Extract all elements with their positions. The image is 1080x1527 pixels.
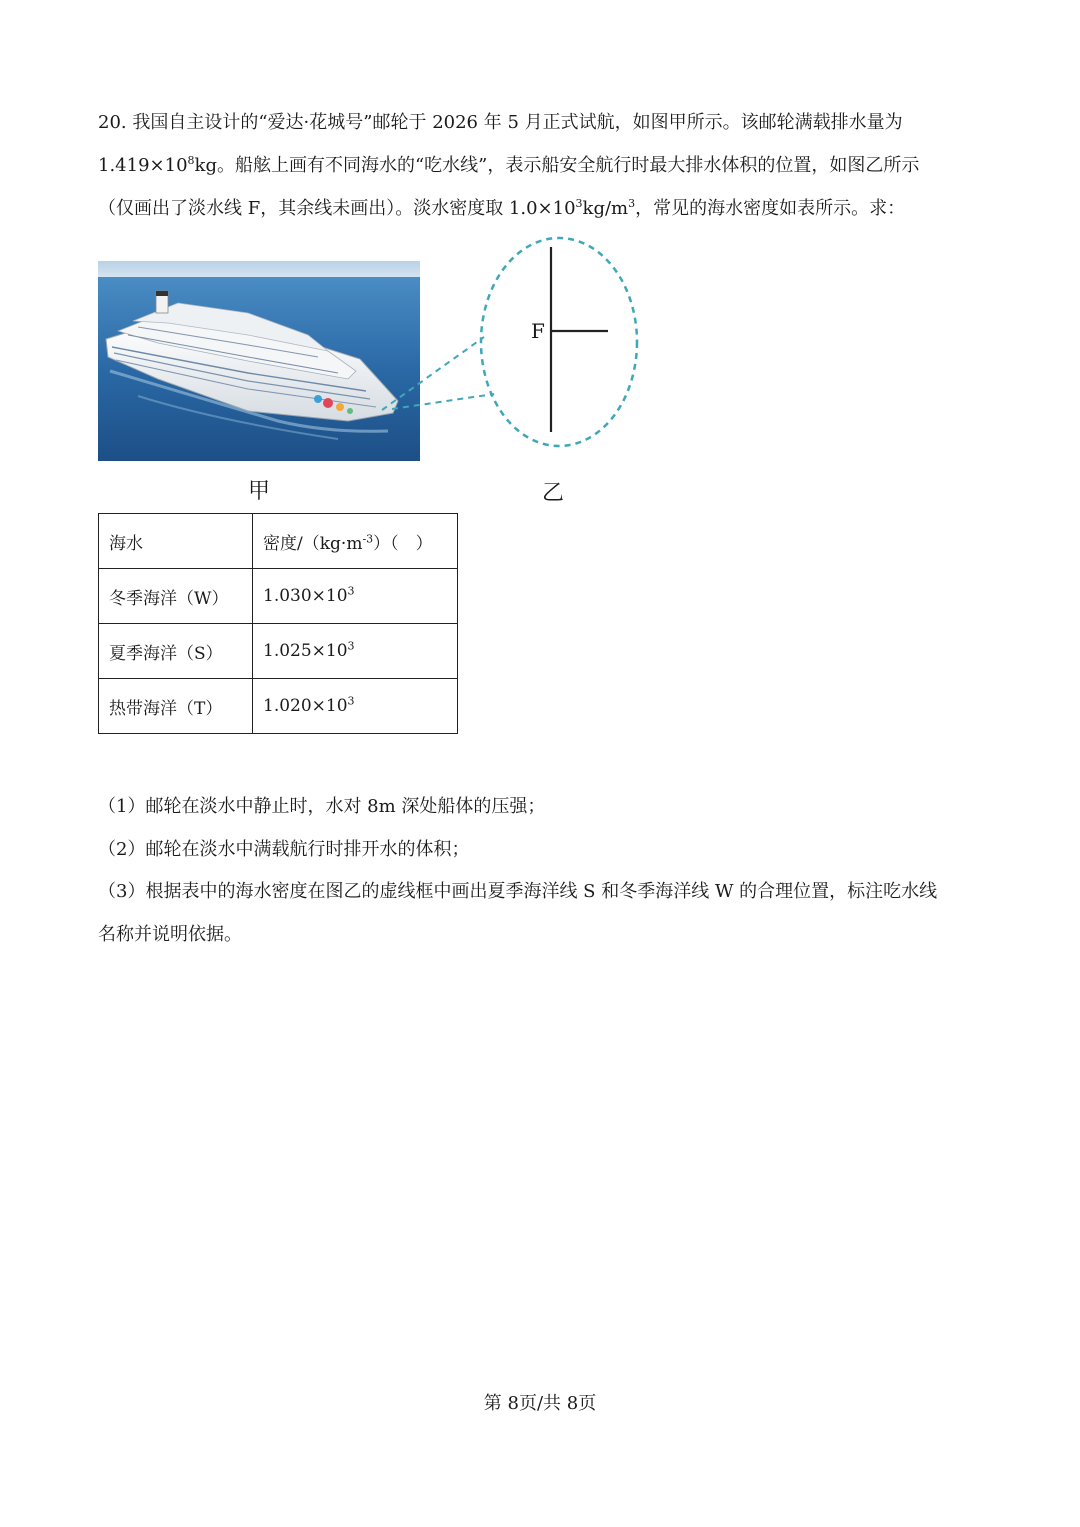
row-name: 夏季海洋（S） [99, 624, 253, 679]
subquestion-2: （2）邮轮在淡水中满载航行时排开水的体积； [98, 839, 470, 860]
header-density-label: 密度/（kg·m [263, 533, 363, 554]
question-line-3-text: （仅画出了淡水线 F，其余线未画出）。淡水密度取 1.0×10 [98, 198, 576, 219]
cruise-ship-photo [98, 261, 420, 461]
table-row [99, 679, 458, 734]
unit-exponent: 3 [628, 197, 636, 210]
density-value: 1.030×10 [263, 586, 348, 606]
subquestion-3-line-2: 名称并说明依据。 [98, 924, 242, 945]
caption-figure-b: 乙 [542, 481, 565, 506]
row-name: 冬季海洋（W） [99, 569, 253, 624]
row-density [253, 624, 458, 679]
density-value-exponent: 3 [347, 639, 355, 653]
cruise-ship-image [98, 261, 420, 461]
question-line-3 [98, 197, 905, 221]
subquestion-3-line-1: （3）根据表中的海水密度在图乙的虚线框中画出夏季海洋线 S 和冬季海洋线 W 的合理位置，标注吃水线 [98, 881, 938, 902]
row-density [253, 569, 458, 624]
displacement-exponent: 8 [187, 154, 195, 167]
density-exponent: 3 [575, 197, 583, 210]
row-density [253, 679, 458, 734]
row-name: 热带海洋（T） [99, 679, 253, 734]
line-label-F: F [531, 319, 545, 343]
density-value: 1.025×10 [263, 641, 348, 661]
page-footer: 第 8页/共 8页 [483, 1393, 597, 1414]
table-header-row [99, 514, 458, 569]
question-line-2 [98, 154, 919, 178]
table-row [99, 624, 458, 679]
density-unit: kg/m [582, 198, 629, 219]
caption-figure-a: 甲 [248, 479, 271, 504]
density-value-exponent: 3 [347, 694, 355, 708]
seawater-density-table [98, 513, 458, 734]
header-density [253, 514, 458, 569]
header-density-suffix: ）（ ） [373, 533, 433, 554]
header-density-exponent: -3 [362, 531, 374, 545]
header-seawater: 海水 [99, 514, 253, 569]
table-row [99, 569, 458, 624]
question-line-2-text: kg。船舷上画有不同海水的“吃水线”，表示船安全航行时最大排水体积的位置，如图乙所示 [194, 155, 920, 176]
density-value-exponent: 3 [347, 584, 355, 598]
question-line-1: 20. 我国自主设计的“爱达·花城号”邮轮于 2026 年 5 月正式试航，如图甲所示。该邮轮满载排水量为 [98, 112, 903, 133]
question-line-3-end: ，常见的海水密度如表所示。求： [635, 198, 906, 219]
subquestion-1: （1）邮轮在淡水中静止时，水对 8m 深处船体的压强； [98, 796, 546, 817]
displacement-base: 1.419×10 [98, 155, 188, 176]
dashed-ellipse [481, 238, 637, 446]
density-value: 1.020×10 [263, 696, 348, 716]
